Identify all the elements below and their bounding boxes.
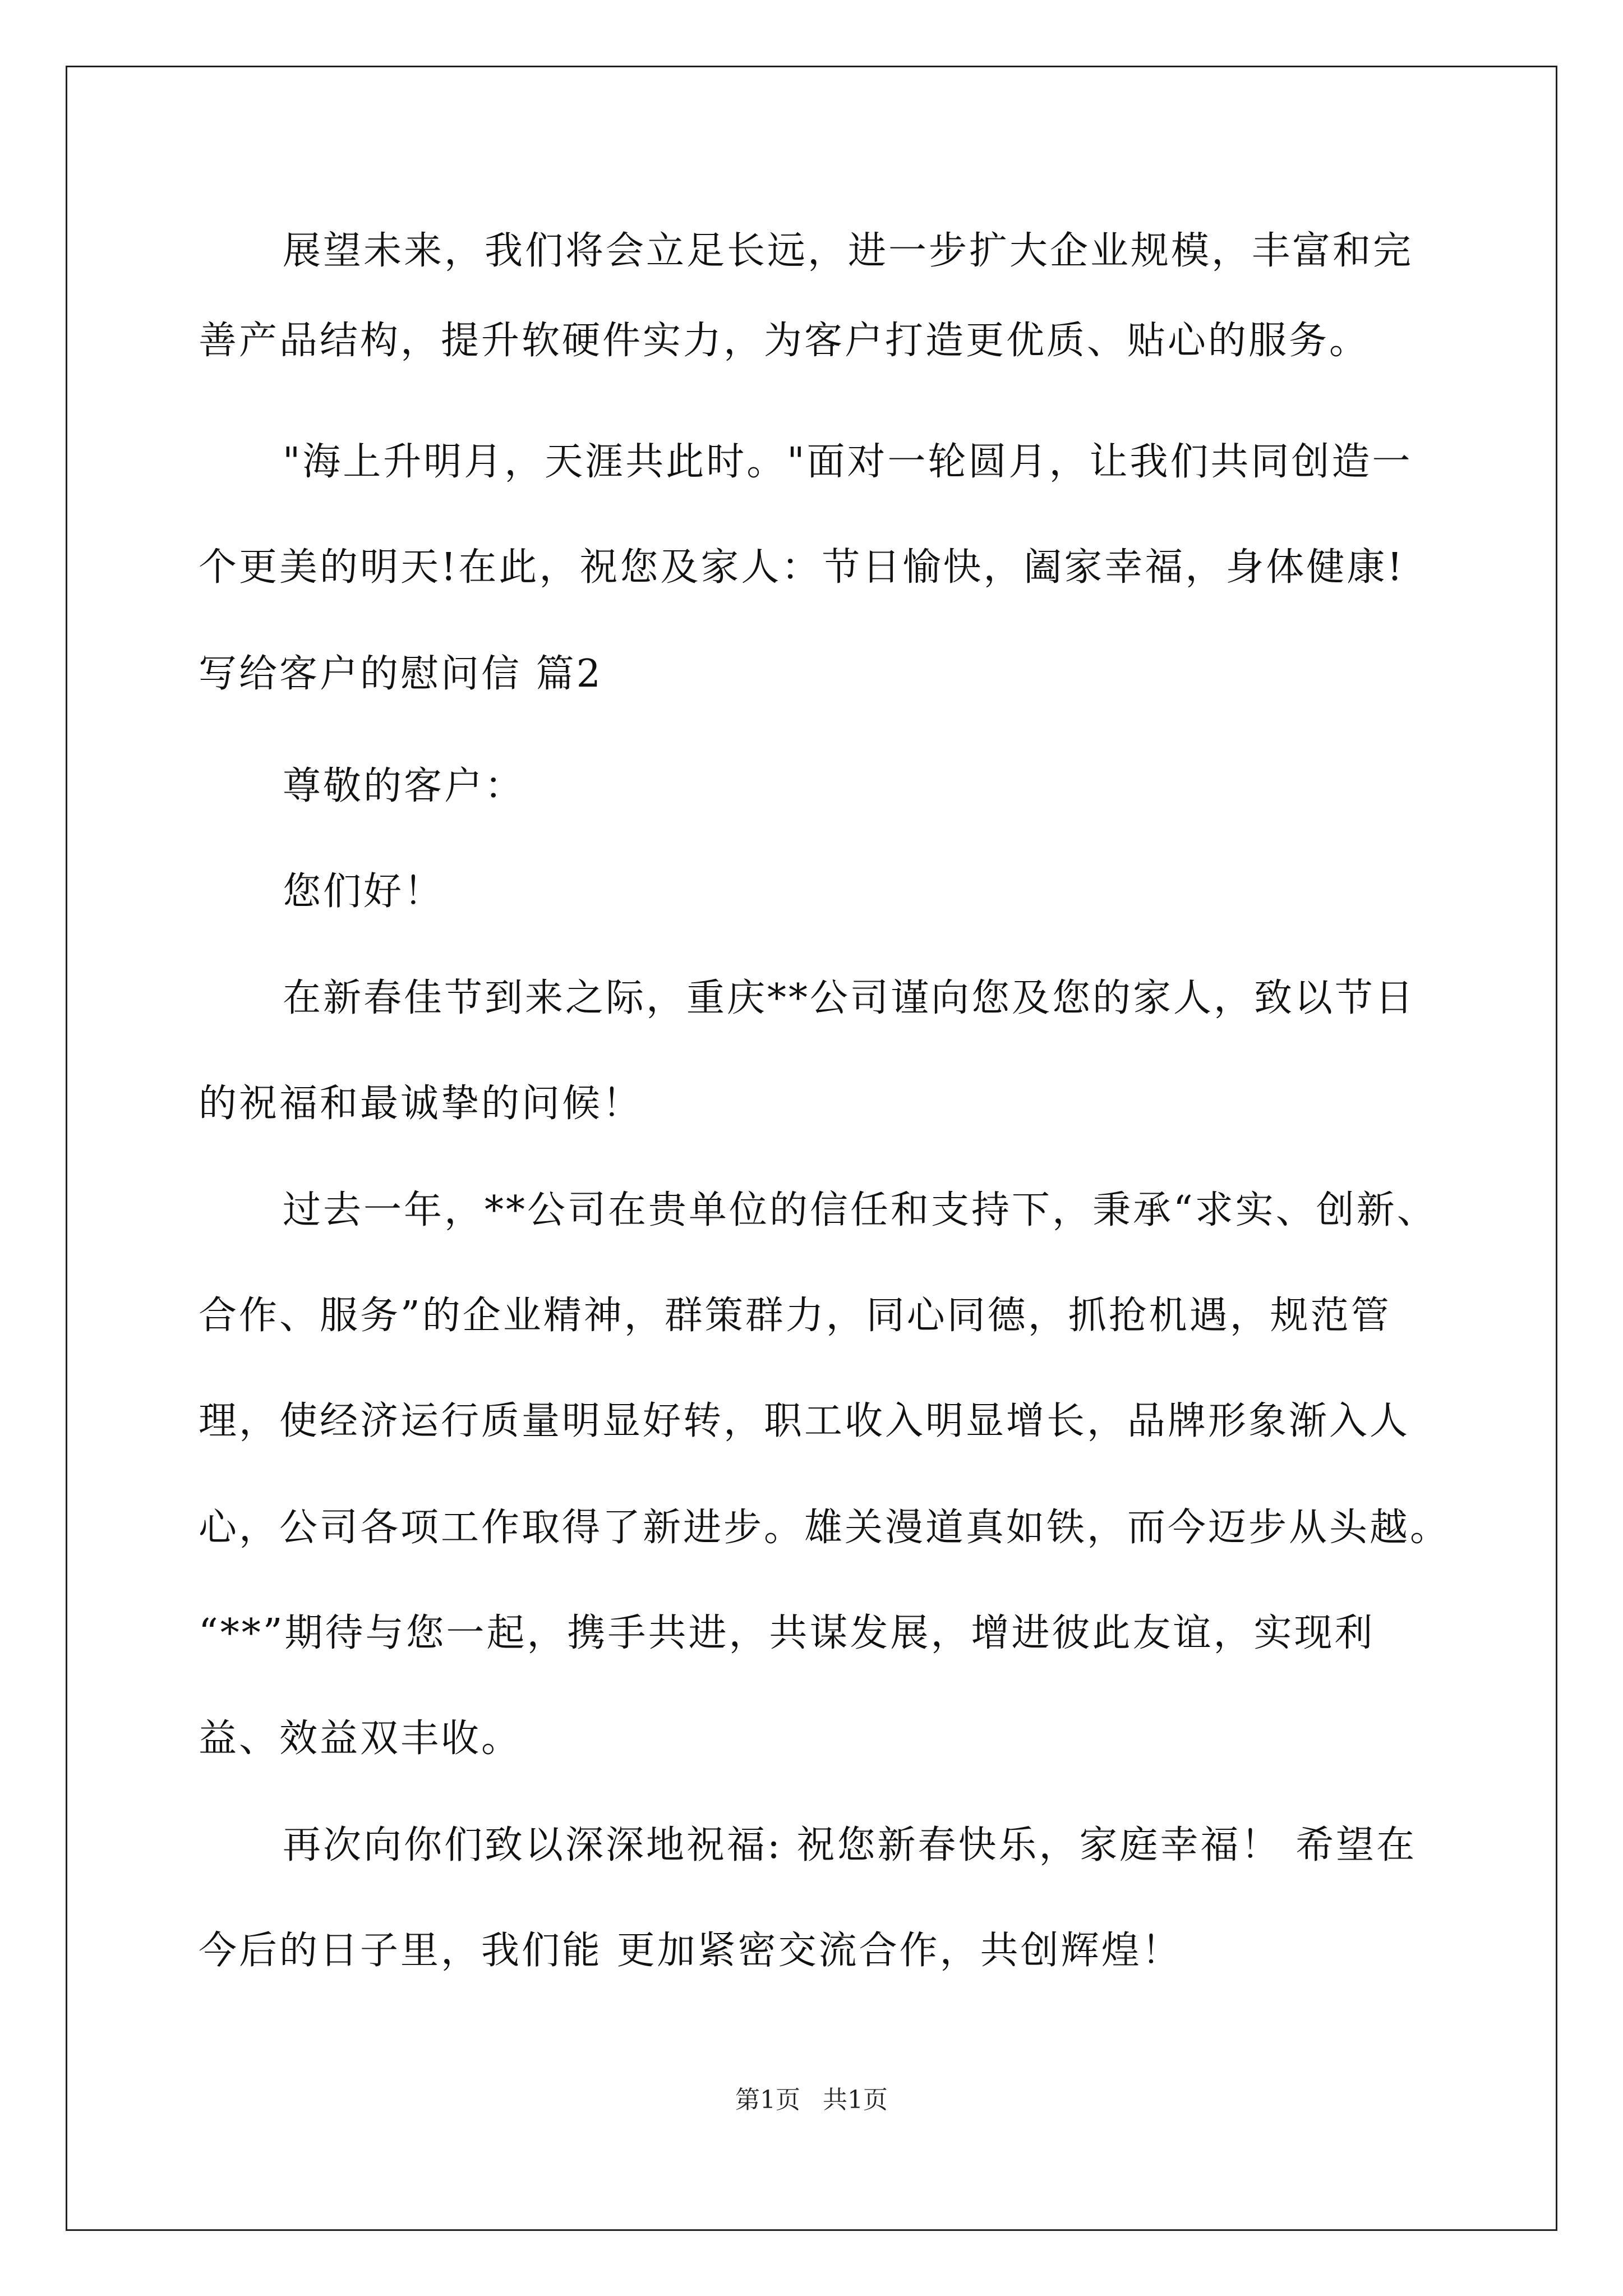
paragraph-line: 善产品结构，提升软硬件实力，为客户打造更优质、贴心的服务。 — [199, 319, 1370, 363]
page-border — [66, 66, 1557, 2231]
paragraph-line: 过去一年，**公司在贵单位的信任和支持下，秉承“求实、创新、 — [283, 1188, 1437, 1232]
paragraph-line: "海上升明月，天涯共此时。"面对一轮圆月，让我们共同创造一 — [283, 440, 1413, 484]
paragraph-line: 的祝福和最诚挚的问候！ — [199, 1082, 643, 1126]
paragraph-line: 益、效益双丰收。 — [199, 1717, 522, 1761]
salutation: 尊敬的客户： — [283, 764, 525, 808]
section-heading: 写给客户的慰问信 篇2 — [199, 652, 603, 696]
paragraph-line: 合作、服务”的企业精神，群策群力，同心同德，抓抢机遇，规范管 — [199, 1294, 1391, 1338]
paragraph-line: 再次向你们致以深深地祝福: 祝您新春快乐，家庭幸福！ 希望在 — [283, 1823, 1417, 1867]
paragraph-line: 心，公司各项工作取得了新进步。雄关漫道真如铁，而今迈步从头越。 — [199, 1506, 1451, 1550]
paragraph-line: 理，使经济运行质量明显好转，职工收入明显增长，品牌形象渐入人 — [199, 1399, 1410, 1443]
paragraph-line: “**”期待与您一起，携手共进，共谋发展，增进彼此友谊，实现利 — [199, 1611, 1375, 1655]
page-footer — [0, 2085, 1623, 2116]
paragraph-line: 个更美的明天!在此，祝您及家人：节日愉快，阖家幸福，身体健康! — [199, 545, 1405, 590]
greeting: 您们好！ — [283, 869, 445, 914]
paragraph-line: 展望未来，我们将会立足长远，进一步扩大企业规模，丰富和完 — [283, 229, 1414, 273]
page-total: 共1页 — [823, 2086, 888, 2114]
page-number: 第1页 — [735, 2086, 800, 2114]
paragraph-line: 在新春佳节到来之际，重庆**公司谨向您及您的家人，致以节日 — [283, 976, 1416, 1020]
paragraph-line: 今后的日子里，我们能 更加紧密交流合作，共创辉煌！ — [199, 1929, 1182, 1973]
